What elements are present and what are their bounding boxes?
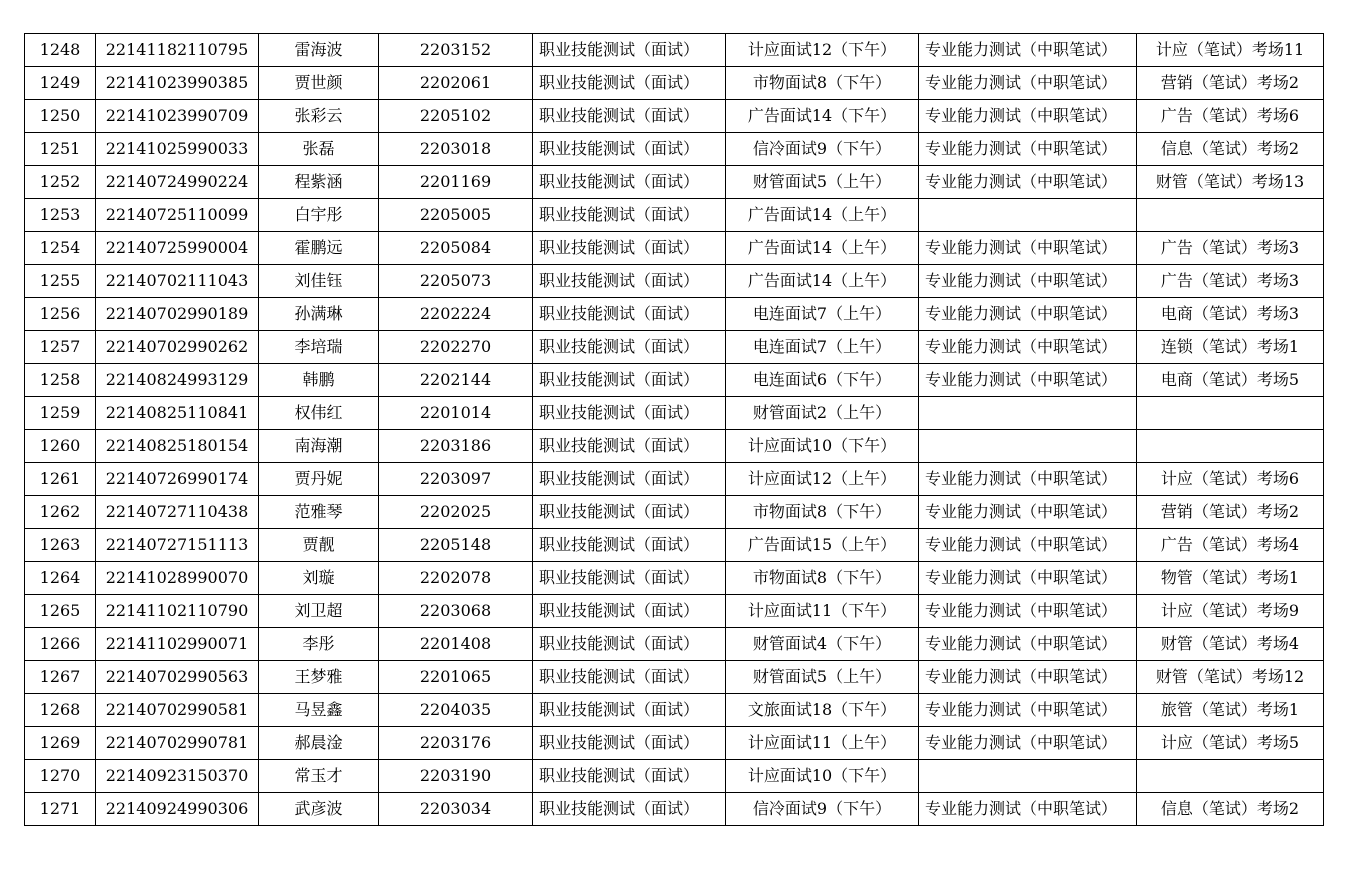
interview-room-cell: 广告面试14（下午） [726,100,919,133]
candidate-id-cell: 22140726990174 [96,463,259,496]
written-room-cell [1137,397,1324,430]
written-test-cell: 专业能力测试（中职笔试） [919,529,1137,562]
applicant-no-cell: 2203097 [379,463,533,496]
seq-cell: 1269 [25,727,96,760]
written-room-cell [1137,430,1324,463]
candidate-id-cell: 22141023990709 [96,100,259,133]
interview-room-cell: 市物面试8（下午） [726,562,919,595]
interview-room-cell: 计应面试12（上午） [726,463,919,496]
candidate-id-cell: 22140702990563 [96,661,259,694]
seq-cell: 1263 [25,529,96,562]
interview-room-cell: 广告面试14（上午） [726,265,919,298]
interview-test-cell: 职业技能测试（面试） [533,463,726,496]
table-row [25,727,1324,760]
name-cell: 韩鹏 [259,364,379,397]
interview-room-cell: 计应面试10（下午） [726,760,919,793]
written-test-cell: 专业能力测试（中职笔试） [919,793,1137,826]
applicant-no-cell: 2203152 [379,34,533,67]
candidate-id-cell: 22140924990306 [96,793,259,826]
interview-test-cell: 职业技能测试（面试） [533,628,726,661]
applicant-no-cell: 2202061 [379,67,533,100]
seq-cell: 1260 [25,430,96,463]
seq-cell: 1258 [25,364,96,397]
written-room-cell: 广告（笔试）考场3 [1137,265,1324,298]
interview-test-cell: 职业技能测试（面试） [533,529,726,562]
name-cell: 程紫涵 [259,166,379,199]
table-row [25,496,1324,529]
name-cell: 白宇彤 [259,199,379,232]
written-test-cell: 专业能力测试（中职笔试） [919,166,1137,199]
seq-cell: 1262 [25,496,96,529]
interview-test-cell: 职业技能测试（面试） [533,331,726,364]
interview-test-cell: 职业技能测试（面试） [533,100,726,133]
table-row [25,166,1324,199]
applicant-no-cell: 2202270 [379,331,533,364]
name-cell: 霍鹏远 [259,232,379,265]
written-test-cell: 专业能力测试（中职笔试） [919,595,1137,628]
table-row [25,793,1324,826]
interview-test-cell: 职业技能测试（面试） [533,199,726,232]
table-row [25,529,1324,562]
written-room-cell [1137,199,1324,232]
interview-room-cell: 计应面试11（上午） [726,727,919,760]
written-test-cell: 专业能力测试（中职笔试） [919,331,1137,364]
interview-test-cell: 职业技能测试（面试） [533,67,726,100]
candidate-id-cell: 22141025990033 [96,133,259,166]
name-cell: 南海潮 [259,430,379,463]
interview-test-cell: 职业技能测试（面试） [533,166,726,199]
table-row [25,232,1324,265]
written-room-cell: 广告（笔试）考场3 [1137,232,1324,265]
name-cell: 张磊 [259,133,379,166]
written-test-cell [919,199,1137,232]
table-row [25,298,1324,331]
written-room-cell: 营销（笔试）考场2 [1137,496,1324,529]
applicant-no-cell: 2203186 [379,430,533,463]
written-room-cell: 广告（笔试）考场4 [1137,529,1324,562]
applicant-no-cell: 2202224 [379,298,533,331]
interview-room-cell: 财管面试5（上午） [726,166,919,199]
seq-cell: 1257 [25,331,96,364]
candidate-id-cell: 22140825180154 [96,430,259,463]
written-test-cell: 专业能力测试（中职笔试） [919,265,1137,298]
seq-cell: 1271 [25,793,96,826]
name-cell: 范雅琴 [259,496,379,529]
seq-cell: 1248 [25,34,96,67]
written-test-cell: 专业能力测试（中职笔试） [919,232,1137,265]
candidate-id-cell: 22140727110438 [96,496,259,529]
seq-cell: 1253 [25,199,96,232]
interview-test-cell: 职业技能测试（面试） [533,661,726,694]
interview-room-cell: 计应面试10（下午） [726,430,919,463]
candidate-id-cell: 22140702990262 [96,331,259,364]
exam-schedule-table [24,33,1324,826]
name-cell: 贾靓 [259,529,379,562]
interview-test-cell: 职业技能测试（面试） [533,760,726,793]
table-row [25,628,1324,661]
applicant-no-cell: 2202025 [379,496,533,529]
applicant-no-cell: 2202144 [379,364,533,397]
name-cell: 李培瑞 [259,331,379,364]
table-row [25,331,1324,364]
interview-room-cell: 广告面试14（上午） [726,232,919,265]
table-row [25,34,1324,67]
candidate-id-cell: 22141028990070 [96,562,259,595]
candidate-id-cell: 22141102990071 [96,628,259,661]
interview-test-cell: 职业技能测试（面试） [533,727,726,760]
seq-cell: 1252 [25,166,96,199]
applicant-no-cell: 2203176 [379,727,533,760]
name-cell: 孙满琳 [259,298,379,331]
written-test-cell: 专业能力测试（中职笔试） [919,496,1137,529]
interview-room-cell: 财管面试2（上午） [726,397,919,430]
written-room-cell: 广告（笔试）考场6 [1137,100,1324,133]
written-test-cell: 专业能力测试（中职笔试） [919,100,1137,133]
name-cell: 刘卫超 [259,595,379,628]
written-test-cell: 专业能力测试（中职笔试） [919,628,1137,661]
candidate-id-cell: 22140725110099 [96,199,259,232]
seq-cell: 1254 [25,232,96,265]
name-cell: 权伟红 [259,397,379,430]
name-cell: 刘璇 [259,562,379,595]
seq-cell: 1261 [25,463,96,496]
applicant-no-cell: 2205005 [379,199,533,232]
interview-test-cell: 职业技能测试（面试） [533,232,726,265]
seq-cell: 1250 [25,100,96,133]
interview-room-cell: 计应面试12（下午） [726,34,919,67]
interview-test-cell: 职业技能测试（面试） [533,364,726,397]
table-row [25,694,1324,727]
seq-cell: 1249 [25,67,96,100]
written-test-cell [919,760,1137,793]
interview-room-cell: 计应面试11（下午） [726,595,919,628]
interview-test-cell: 职业技能测试（面试） [533,265,726,298]
written-test-cell [919,397,1137,430]
name-cell: 常玉才 [259,760,379,793]
applicant-no-cell: 2201014 [379,397,533,430]
written-test-cell: 专业能力测试（中职笔试） [919,298,1137,331]
interview-room-cell: 财管面试4（下午） [726,628,919,661]
interview-room-cell: 广告面试14（上午） [726,199,919,232]
written-test-cell: 专业能力测试（中职笔试） [919,694,1137,727]
interview-test-cell: 职业技能测试（面试） [533,595,726,628]
applicant-no-cell: 2201169 [379,166,533,199]
written-room-cell: 计应（笔试）考场6 [1137,463,1324,496]
candidate-id-cell: 22140727151113 [96,529,259,562]
interview-room-cell: 电连面试7（上午） [726,331,919,364]
interview-room-cell: 市物面试8（下午） [726,67,919,100]
candidate-id-cell: 22140824993129 [96,364,259,397]
written-room-cell: 连锁（笔试）考场1 [1137,331,1324,364]
written-test-cell: 专业能力测试（中职笔试） [919,67,1137,100]
interview-test-cell: 职业技能测试（面试） [533,694,726,727]
table-row [25,430,1324,463]
name-cell: 刘佳钰 [259,265,379,298]
written-test-cell: 专业能力测试（中职笔试） [919,364,1137,397]
written-room-cell: 营销（笔试）考场2 [1137,67,1324,100]
interview-room-cell: 市物面试8（下午） [726,496,919,529]
written-room-cell: 财管（笔试）考场12 [1137,661,1324,694]
interview-room-cell: 电连面试7（上午） [726,298,919,331]
seq-cell: 1270 [25,760,96,793]
candidate-id-cell: 22140702990189 [96,298,259,331]
written-room-cell: 电商（笔试）考场5 [1137,364,1324,397]
candidate-id-cell: 22141182110795 [96,34,259,67]
candidate-id-cell: 22140702990781 [96,727,259,760]
interview-room-cell: 广告面试15（上午） [726,529,919,562]
written-room-cell: 计应（笔试）考场11 [1137,34,1324,67]
written-test-cell: 专业能力测试（中职笔试） [919,661,1137,694]
interview-test-cell: 职业技能测试（面试） [533,430,726,463]
name-cell: 贾世颜 [259,67,379,100]
seq-cell: 1264 [25,562,96,595]
written-room-cell: 计应（笔试）考场9 [1137,595,1324,628]
interview-test-cell: 职业技能测试（面试） [533,34,726,67]
name-cell: 马昱鑫 [259,694,379,727]
candidate-id-cell: 22140724990224 [96,166,259,199]
seq-cell: 1266 [25,628,96,661]
candidate-id-cell: 22141102110790 [96,595,259,628]
written-room-cell: 信息（笔试）考场2 [1137,133,1324,166]
seq-cell: 1267 [25,661,96,694]
written-test-cell: 专业能力测试（中职笔试） [919,727,1137,760]
candidate-id-cell: 22141023990385 [96,67,259,100]
written-test-cell: 专业能力测试（中职笔试） [919,133,1137,166]
seq-cell: 1256 [25,298,96,331]
table-row [25,595,1324,628]
written-room-cell: 旅管（笔试）考场1 [1137,694,1324,727]
name-cell: 王梦雅 [259,661,379,694]
interview-test-cell: 职业技能测试（面试） [533,496,726,529]
name-cell: 郝晨淦 [259,727,379,760]
written-test-cell: 专业能力测试（中职笔试） [919,463,1137,496]
candidate-id-cell: 22140702111043 [96,265,259,298]
seq-cell: 1268 [25,694,96,727]
applicant-no-cell: 2202078 [379,562,533,595]
name-cell: 李彤 [259,628,379,661]
table-row [25,100,1324,133]
applicant-no-cell: 2201065 [379,661,533,694]
applicant-no-cell: 2203068 [379,595,533,628]
table-row [25,562,1324,595]
interview-room-cell: 文旅面试18（下午） [726,694,919,727]
written-room-cell: 财管（笔试）考场13 [1137,166,1324,199]
table-row [25,661,1324,694]
interview-test-cell: 职业技能测试（面试） [533,298,726,331]
candidate-id-cell: 22140923150370 [96,760,259,793]
interview-room-cell: 电连面试6（下午） [726,364,919,397]
interview-test-cell: 职业技能测试（面试） [533,562,726,595]
table-row [25,67,1324,100]
applicant-no-cell: 2205148 [379,529,533,562]
written-room-cell: 物管（笔试）考场1 [1137,562,1324,595]
candidate-id-cell: 22140725990004 [96,232,259,265]
candidate-id-cell: 22140825110841 [96,397,259,430]
interview-room-cell: 信冷面试9（下午） [726,133,919,166]
applicant-no-cell: 2203034 [379,793,533,826]
applicant-no-cell: 2205084 [379,232,533,265]
written-room-cell: 电商（笔试）考场3 [1137,298,1324,331]
seq-cell: 1259 [25,397,96,430]
written-test-cell: 专业能力测试（中职笔试） [919,562,1137,595]
applicant-no-cell: 2203018 [379,133,533,166]
applicant-no-cell: 2205073 [379,265,533,298]
interview-room-cell: 信冷面试9（下午） [726,793,919,826]
interview-room-cell: 财管面试5（上午） [726,661,919,694]
name-cell: 贾丹妮 [259,463,379,496]
table-row [25,397,1324,430]
table-row [25,199,1324,232]
applicant-no-cell: 2201408 [379,628,533,661]
written-test-cell [919,430,1137,463]
name-cell: 张彩云 [259,100,379,133]
candidate-id-cell: 22140702990581 [96,694,259,727]
table-row [25,760,1324,793]
written-room-cell: 信息（笔试）考场2 [1137,793,1324,826]
table-row [25,463,1324,496]
applicant-no-cell: 2204035 [379,694,533,727]
written-room-cell: 财管（笔试）考场4 [1137,628,1324,661]
table-row [25,265,1324,298]
name-cell: 武彦波 [259,793,379,826]
written-test-cell: 专业能力测试（中职笔试） [919,34,1137,67]
seq-cell: 1265 [25,595,96,628]
table-row [25,133,1324,166]
interview-test-cell: 职业技能测试（面试） [533,397,726,430]
applicant-no-cell: 2203190 [379,760,533,793]
seq-cell: 1255 [25,265,96,298]
table-body [25,34,1324,826]
interview-test-cell: 职业技能测试（面试） [533,133,726,166]
table-row [25,364,1324,397]
applicant-no-cell: 2205102 [379,100,533,133]
written-room-cell [1137,760,1324,793]
interview-test-cell: 职业技能测试（面试） [533,793,726,826]
seq-cell: 1251 [25,133,96,166]
written-room-cell: 计应（笔试）考场5 [1137,727,1324,760]
name-cell: 雷海波 [259,34,379,67]
